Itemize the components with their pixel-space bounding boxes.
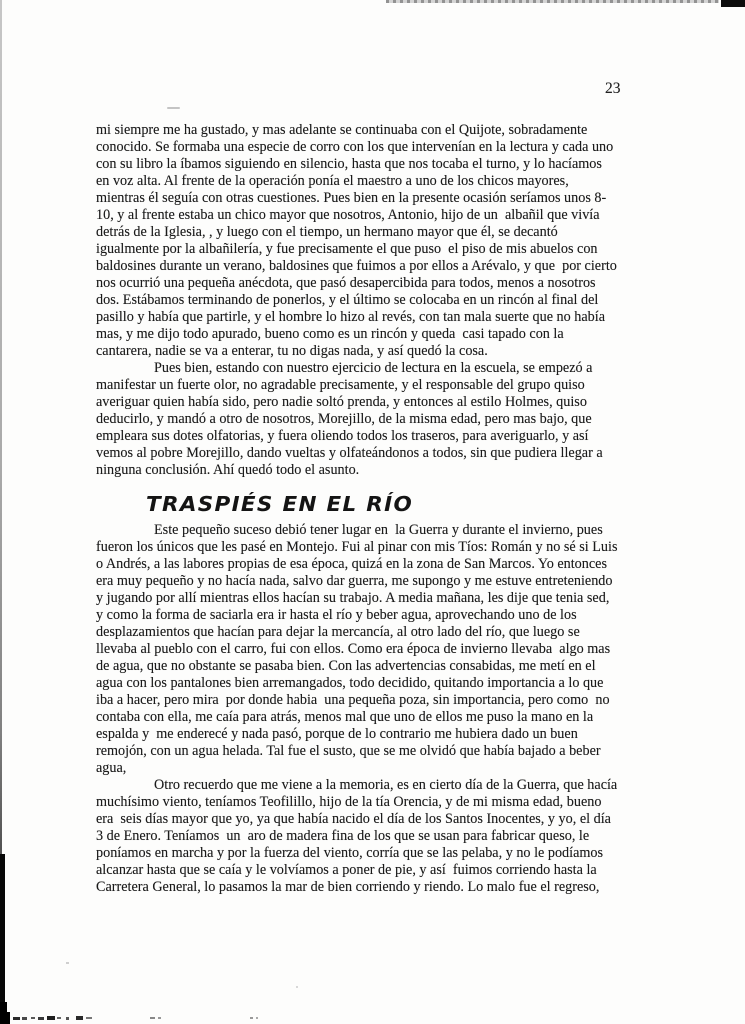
text-line: espalda y me enderecé y nada pasó, porque de lo contrario me hubiera dado un buen [96, 726, 578, 742]
text-line: Otro recuerdo que me viene a la memoria, es en cierto día de la Guerra, que hacía [154, 777, 618, 793]
text-line: de agua, que no obstante se pasaba bien. Con las advertencias consabidas, me metí en el [96, 658, 596, 674]
scan-left-edge-line [0, 0, 2, 862]
section-heading: TRASPIÉS EN EL RÍO [146, 493, 414, 517]
text-line: vemos al pobre Morejillo, dando vueltas y olfateándonos a todos, sin que pudiera llegar a [96, 445, 603, 461]
text-line: y jugando por allí mientras ellos hacían su trabajo. A media mañana, les dije que tenia sed, [96, 590, 610, 606]
page-number: 23 [605, 80, 621, 97]
text-line: manifestar un fuerte olor, no agradable precisamente, y el responsable del grupo quiso [96, 377, 585, 393]
scan-bottom-dash [158, 1017, 161, 1019]
text-line: pasillo y había que partirle, y el hombre lo hizo al revés, con tan mala suerte que no había [96, 309, 605, 325]
text-line: mientras él seguía con otras cuestiones. Pues bien en la presente ocasión seríamos unos 8- [96, 190, 607, 206]
text-line: Pues bien, estando con nuestro ejercicio de lectura en la escuela, se empezó a [154, 360, 593, 376]
text-line: detrás de la Iglesia, , y luego con el tiempo, un hermano mayor que él, se decantó [96, 224, 558, 240]
text-line: llevaba al pueblo con el carro, fui con ellos. Como era época de invierno llevaba algo mas [96, 641, 611, 657]
text-line: baldosines durante un verano, baldosines que fuimos a por ellos a Arévalo, y que por cierto [96, 258, 617, 274]
scan-bottom-dash [250, 1017, 253, 1019]
scan-bottom-dash [47, 1016, 55, 1020]
scan-bottom-dash [38, 1017, 44, 1020]
text-line: igualmente por la albañilería, y fue precisamente el que puso el piso de mis abuelos con [96, 241, 598, 257]
text-line: 10, y al frente estaba un chico mayor que nosotros, Antonio, hijo de un albañil que vivía [96, 207, 600, 223]
text-line: en voz alta. Al frente de la operación ponía el maestro a uno de los chicos mayores, [96, 173, 569, 189]
text-line: era seis días mayor que yo, ya que había nacido el día de los Santos Inocentes, y yo, el día [96, 811, 611, 827]
text-line: agua con los pantalones bien arremangados, todo decidido, quitando importancia a lo que [96, 675, 604, 691]
text-line: poníamos en marcha y por la fuerza del viento, corría que se las pelaba, y no le podíamos [96, 845, 604, 861]
text-line: desplazamientos que hacían para dejar la mercancía, al otro lado del río, que luego se [96, 624, 580, 640]
scan-bottom-dash [31, 1017, 35, 1019]
text-line: averiguar quien había sido, pero nadie soltó prenda, y entonces al estilo Holmes, quiso [96, 394, 587, 410]
text-line: fueron los únicos que les pasé en Montejo. Fui al pinar con mis Tíos: Román y no sé si Luis [96, 539, 618, 555]
scan-bottom-dash [256, 1017, 258, 1019]
text-line: empleara sus dotes olfatorias, y fuera oliendo todos los traseros, para averiguarlo, y así [96, 428, 589, 444]
text-line: mas, y me dijo todo apurado, bueno como es un rincón y queda casi tapado con la [96, 326, 564, 342]
text-line: cantarera, nadie se va a enterar, tu no digas nada, y así quedó la cosa. [96, 343, 488, 359]
paragraph [96, 522, 666, 777]
text-line: y como la forma de saciarla era ir hasta el río y beber agua, aprovechando uno de los [96, 607, 577, 623]
text-line: o Andrés, a las labores propias de esa época, quizá en la zona de San Marcos. Yo entonces [96, 556, 607, 572]
page-body-text [96, 122, 666, 896]
scan-smudge [167, 107, 180, 109]
text-line: contaba con ella, me caía para atrás, menos mal que uno de ellos me puso la mano en la [96, 709, 594, 725]
scan-top-edge-smudge [386, 0, 719, 3]
scan-bottom-dash [76, 1016, 83, 1020]
paragraph [96, 777, 666, 896]
text-line: alcanzar hasta que se caía y le volvíamos a poner de pie, y así fuimos corriendo hasta la [96, 862, 597, 878]
text-line: con su libro la íbamos siguiendo en silencio, hasta que nos tocaba el turno, y lo hacíamos [96, 156, 602, 172]
scan-spot [296, 986, 298, 988]
text-line: nos ocurrió una pequeña anécdota, que pasó desapercibida para todos, menos a nosotros [96, 275, 596, 291]
text-line: dos. Estábamos terminando de ponerlos, y el último se colocaba en un rincón al final del [96, 292, 599, 308]
text-line: iba a hacer, pero mira por donde habia una pequeña poza, sin importancia, pero como no [96, 692, 610, 708]
text-line: Este pequeño suceso debió tener lugar en la Guerra y durante el invierno, pues [154, 522, 603, 538]
text-line: Carretera General, lo pasamos la mar de bien corriendo y riendo. Lo malo fue el regreso, [96, 879, 600, 895]
text-line: deducirlo, y mandó a otro de nosotros, Morejillo, de la misma edad, pero mas bajo, que [96, 411, 592, 427]
text-line: era muy pequeño y no hacía nada, salvo dar guerra, me supongo y me estuve entreteniendo [96, 573, 613, 589]
scan-bottom-dash [22, 1017, 27, 1020]
scan-bottom-dash [86, 1017, 92, 1019]
text-line: ninguna conclusión. Ahí quedó todo el asunto. [96, 462, 360, 478]
text-line: muchísimo viento, teníamos Teofilillo, hijo de la tía Orencia, y de mi misma edad, bueno [96, 794, 602, 810]
scan-corner-black-mark [721, 0, 745, 7]
scan-bottom-dash [57, 1017, 61, 1019]
text-line: agua, [96, 760, 127, 776]
text-line: remojón, con un agua helada. Tal fue el susto, que se me olvidó que había bajado a beber [96, 743, 601, 759]
scan-bottom-dash [13, 1017, 20, 1020]
scan-bottom-left-black-mark [0, 1012, 10, 1024]
text-line: 3 de Enero. Teníamos un aro de madera fina de los que se usan para fabricar queso, le [96, 828, 590, 844]
paragraph [96, 122, 666, 360]
scan-bottom-dash [66, 1017, 69, 1020]
scan-bottom-dash [150, 1017, 155, 1019]
paragraph [96, 360, 666, 479]
scan-spot [66, 962, 69, 964]
text-line: mi siempre me ha gustado, y mas adelante se continuaba con el Quijote, sobradamente [96, 122, 588, 138]
text-line: conocido. Se formaba una especie de corro con los que intervenían en la lectura y cada uno [96, 139, 614, 155]
scan-left-edge-black-strip [0, 854, 5, 1024]
